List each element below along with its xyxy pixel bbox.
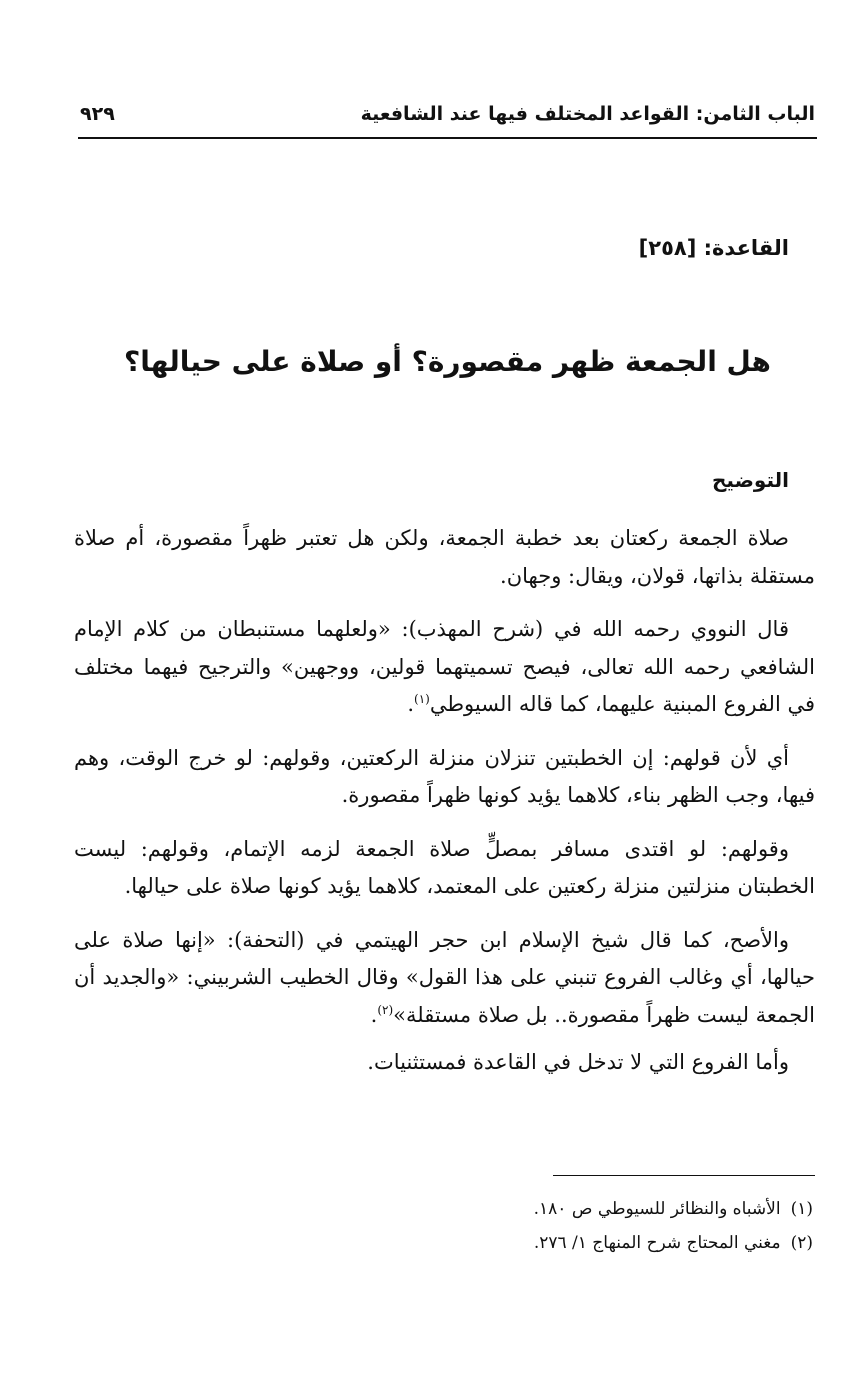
paragraph: والأصح، كما قال شيخ الإسلام ابن حجر الهيتمي في (التحفة): «إنها صلاة على حيالها، أي وغالب الفروع تنبني على هذا القول» وقال الخطيب الشربيني: «والجديد أن الجمعة ليست ظهراً مقصورة.. بل صلاة مستقلة»$^{(٢)}$. [74,927,815,1027]
footnote-rule [553,1175,815,1176]
body-text [74,520,815,1098]
footnotes [400,1192,813,1260]
paragraph: وأما الفروع التي لا تدخل في القاعدة فمستثنيات. [367,1050,789,1074]
footnote-number: (٢) [790,1233,813,1253]
section-heading: التوضيح [712,468,789,492]
footnote-text: الأشباه والنظائر للسيوطي ص ١٨٠. [533,1199,781,1219]
rule-title: هل الجمعة ظهر مقصورة؟ أو صلاة على حيالها؟ [124,345,771,378]
rule-number: [٢٥٨] [638,236,697,260]
page-number: ٩٢٩ [80,103,115,125]
footnote-ref[interactable]: (٢) [377,1002,394,1017]
paragraph: صلاة الجمعة ركعتان بعد خطبة الجمعة، ولكن هل تعتبر ظهراً مقصورة، أم صلاة مستقلة بذاتها، قولان، ويقال: وجهان. [74,526,815,588]
rule-label: القاعدة: [703,236,789,260]
footnote [400,1192,813,1226]
running-title: الباب الثامن: القواعد المختلف فيها عند الشافعية [360,103,815,125]
paragraph: وقولهم: لو اقتدى مسافر بمصلٍّ صلاة الجمعة لزمه الإتمام، وقولهم: ليست الخطبتان منزلتين منزلة ركعتين على المعتمد، كلاهما يؤيد كونها صلاة على حيالها. [74,836,815,898]
paragraph: أي لأن قولهم: إن الخطبتين تنزلان منزلة الركعتين، وقولهم: لو خرج الوقت، وهم فيها، وجب الظهر بناء، كلاهما يؤيد كونها ظهراً مقصورة. [74,745,815,807]
footnote [400,1226,813,1260]
rule-heading [639,236,789,260]
footnote-text: مغني المحتاج شرح المنهاج ١/ ٢٧٦. [533,1233,781,1253]
running-header [78,103,815,133]
paragraph: قال النووي رحمه الله في (شرح المهذب): «ولعلهما مستنبطان من كلام الإمام الشافعي رحمه الله تعالى، فيصح تسميتهما قولين، ووجهين» والترجيح فيهما مختلف في الفروع المبنية عليهما، كما قاله السيوطي$^{(١)}$. [74,617,815,716]
footnote-ref[interactable]: (١) [414,692,430,706]
footnote-number: (١) [790,1199,813,1219]
header-rule [78,137,817,139]
